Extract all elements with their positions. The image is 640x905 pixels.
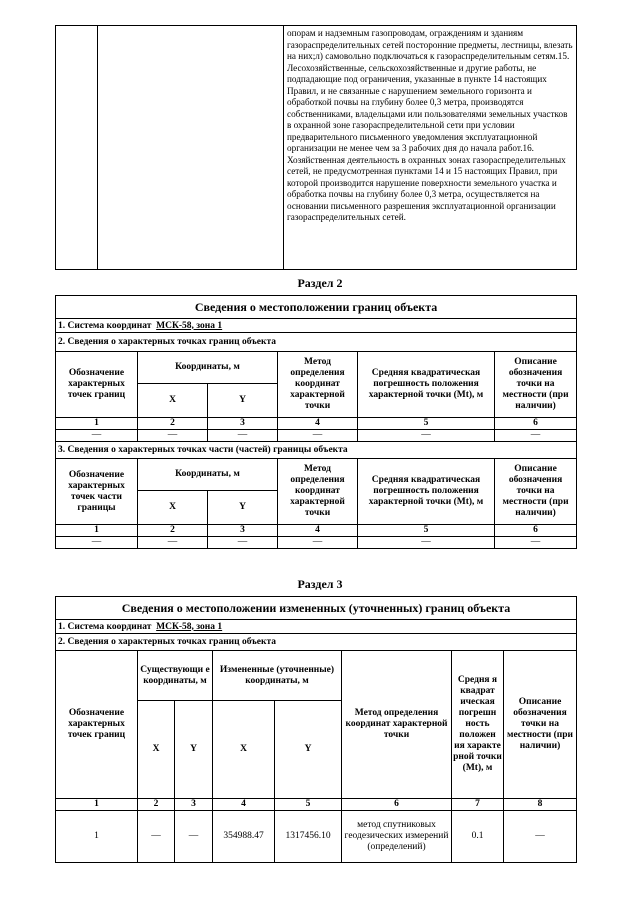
col-error: Средняя квадратическая погрешность положения характерной точки (Mt), м <box>358 352 495 418</box>
y-cell: 1317456.10 <box>275 811 342 863</box>
col-x: X <box>138 491 208 525</box>
num-cell: 3 <box>208 525 278 537</box>
col-description: Описание обозначения точки на местности (при наличии) <box>495 352 577 418</box>
num-cell: 4 <box>278 418 358 430</box>
dash-cell: — <box>208 430 278 442</box>
num-cell: 3 <box>208 418 278 430</box>
section3-title: Сведения о местоположении измененных (уточненных) границ объекта <box>56 597 577 620</box>
num-cell: 2 <box>138 799 175 811</box>
col-x: X <box>213 701 275 799</box>
col-coords: Координаты, м <box>138 459 278 491</box>
col-x: X <box>138 701 175 799</box>
section3-points-header: 2. Сведения о характерных точках границ объекта <box>56 634 577 651</box>
top-table <box>55 25 577 270</box>
col-method: Метод определения координат характерной точки <box>342 651 452 799</box>
dash-cell: — <box>278 537 358 549</box>
col-y: Y <box>275 701 342 799</box>
section2-parts-header: 3. Сведения о характерных точках части (частей) границы объекта <box>56 442 577 459</box>
dash-cell: — <box>495 537 577 549</box>
dash-cell: — <box>138 430 208 442</box>
coord-system-label: 1. Система координат <box>58 621 152 632</box>
col-designation: Обозначение характерных точек границ <box>56 651 138 799</box>
table-row <box>56 811 577 863</box>
top-cell-2 <box>98 26 284 270</box>
dash-cell: — <box>56 537 138 549</box>
coord-system-value: МСК-58, зона 1 <box>156 320 223 331</box>
section3-coord-system <box>56 620 577 634</box>
method-cell: метод спутниковых геодезических измерений (определений) <box>342 811 452 863</box>
coord-system-label: 1. Система координат <box>58 320 152 331</box>
num-cell: 8 <box>504 799 577 811</box>
num-cell: 1 <box>56 418 138 430</box>
col-error: Средняя квадратическая погрешность положения характерной точки (Mt), м <box>358 459 495 525</box>
top-text: опорам и надземным газопроводам, ограждениям и зданиям газораспределительных сетей посторонние предметы, лестницы, влезать на них;л) самовольно подключаться к газораспределительным сетям.15. Лесохозяйственные, сельскохозяйственные и другие работы, не подпадающие под ограничения, указанные в пункте 14 настоящих Правил, и не связанные с нарушением земельного горизонта и обработкой почвы на глубину более 0,3 метра, производятся собственниками, владельцами или пользователями земельных участков в охранной зоне газораспределительной сети при условии предварительного письменного уведомления эксплуатационной организации не менее чем за 3 рабочих дня до начала работ.16. Хозяйственная деятельность в охранных зонах газораспределительных сетей, не предусмотренная пунктами 14 и 15 настоящих Правил, при которой производится нарушение поверхности земельного участка и обработка почвы на глубину более 0,3 метра, осуществляется на основании письменного разрешения эксплуатационной организации газораспределительных сетей. <box>284 26 577 270</box>
existing-y-cell: — <box>175 811 213 863</box>
col-description: Описание обозначения точки на местности (при наличии) <box>504 651 577 799</box>
num-cell: 3 <box>175 799 213 811</box>
col-y: Y <box>175 701 213 799</box>
num-cell: 4 <box>213 799 275 811</box>
dash-cell: — <box>358 430 495 442</box>
x-cell: 354988.47 <box>213 811 275 863</box>
num-cell: 1 <box>56 525 138 537</box>
dash-cell: — <box>138 537 208 549</box>
section2-coord-system <box>56 319 577 333</box>
num-cell: 6 <box>342 799 452 811</box>
col-changed: Измененные (уточненные) координаты, м <box>213 651 342 701</box>
section3-table <box>55 596 577 863</box>
col-y: Y <box>208 491 278 525</box>
col-designation: Обозначение характерных точек границ <box>56 352 138 418</box>
top-cell-1 <box>56 26 98 270</box>
col-y: Y <box>208 384 278 418</box>
dash-cell: — <box>278 430 358 442</box>
num-cell: 4 <box>278 525 358 537</box>
num-cell: 6 <box>495 418 577 430</box>
section2-points-header: 2. Сведения о характерных точках границ объекта <box>56 333 577 352</box>
col-error: Средня я квадрат ическая погрешн ность положен ия характе рной точки (Mt), м <box>452 651 504 799</box>
col-designation-parts: Обозначение характерных точек части границы <box>56 459 138 525</box>
col-method: Метод определения координат характерной точки <box>278 459 358 525</box>
col-method: Метод определения координат характерной точки <box>278 352 358 418</box>
section2-title: Сведения о местоположении границ объекта <box>56 296 577 319</box>
dash-cell: — <box>208 537 278 549</box>
col-x: X <box>138 384 208 418</box>
dash-cell: — <box>56 430 138 442</box>
dash-cell: — <box>495 430 577 442</box>
num-cell: 6 <box>495 525 577 537</box>
dash-cell: — <box>358 537 495 549</box>
description-cell: — <box>504 811 577 863</box>
num-cell: 7 <box>452 799 504 811</box>
col-existing: Существующи е координаты, м <box>138 651 213 701</box>
section2-table <box>55 295 577 549</box>
section3-heading: Раздел 3 <box>297 577 343 591</box>
point-cell: 1 <box>56 811 138 863</box>
col-description: Описание обозначения точки на местности (при наличии) <box>495 459 577 525</box>
error-cell: 0.1 <box>452 811 504 863</box>
coord-system-value: МСК-58, зона 1 <box>156 621 223 632</box>
num-cell: 5 <box>275 799 342 811</box>
col-coords: Координаты, м <box>138 352 278 384</box>
num-cell: 1 <box>56 799 138 811</box>
num-cell: 5 <box>358 418 495 430</box>
section2-heading: Раздел 2 <box>297 276 343 290</box>
num-cell: 2 <box>138 525 208 537</box>
existing-x-cell: — <box>138 811 175 863</box>
num-cell: 5 <box>358 525 495 537</box>
num-cell: 2 <box>138 418 208 430</box>
